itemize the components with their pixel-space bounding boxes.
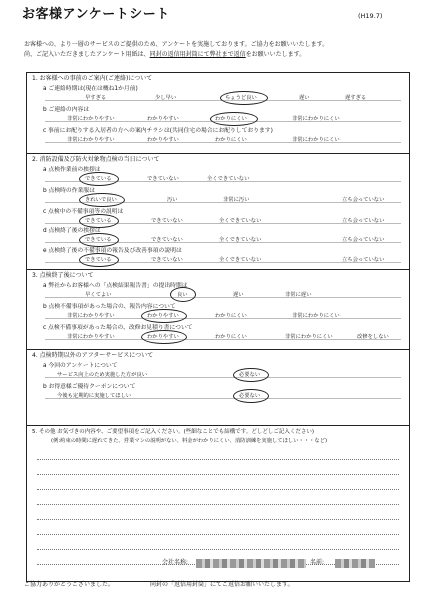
option-3c-1[interactable]: 非常にわかりやすい <box>67 334 115 340</box>
option-1b-2[interactable]: わかりやすい <box>147 116 179 122</box>
question-3b: b 点検不備事項があった場合の、報告内容について <box>43 304 176 310</box>
revision-date: (H19.7) <box>358 12 383 20</box>
option-1c-1[interactable]: 非常にわかりやすい <box>67 137 115 143</box>
comment-line[interactable] <box>37 503 399 505</box>
section-5-heading: 5. その他 お気づきの内容や、ご要望事項をご記入ください。(些細なことでも結構です。どしどしご記入ください) <box>32 429 314 435</box>
option-3a-1[interactable]: 早くてよい <box>85 292 112 298</box>
intro-line-2 <box>24 50 414 60</box>
option-2e-1[interactable]: できている <box>85 257 112 263</box>
answer-circle <box>79 253 119 267</box>
option-2e-4[interactable]: 立ち会っていない <box>342 257 385 263</box>
option-2a-3[interactable]: 全くできていない <box>207 176 250 182</box>
option-2d-2[interactable]: できていない <box>151 237 183 243</box>
option-2a-1[interactable]: できている <box>85 176 112 182</box>
option-3c-3[interactable]: わかりにくい <box>215 334 247 340</box>
section-1-heading: 1. お客様への事前のご案内(ご連絡)について <box>32 75 153 82</box>
question-4b: b お得意様ご優待クーポンについて <box>43 384 136 390</box>
option-1a-3[interactable]: ちょうど良い <box>225 95 257 101</box>
section-1 <box>27 73 409 153</box>
option-3b-2[interactable]: わかりやすい <box>147 313 179 319</box>
option-1c-4[interactable]: 非常にわかりにくい <box>292 137 340 143</box>
option-3b-3[interactable]: わかりにくい <box>215 313 247 319</box>
comment-line[interactable] <box>37 548 399 550</box>
question-2b: b 点検時の作業服は <box>43 188 95 194</box>
section-2-heading: 2. 消防設備及び防火対象物点検の当日について <box>32 156 160 163</box>
option-3b-1[interactable]: 非常にわかりやすい <box>67 313 115 319</box>
comment-line[interactable] <box>37 518 399 520</box>
option-4b-1[interactable]: 今後も定期的に実施してほしい <box>57 393 132 399</box>
option-2d-3[interactable]: 全くできていない <box>219 237 262 243</box>
option-2d-4[interactable]: 立ち会っていない <box>342 237 385 243</box>
option-2e-2[interactable]: できていない <box>151 257 183 263</box>
intro-line-1: お客様への、より一層のサービスのご提供のため、アンケートを実施しております。ご協力をお願いいたします。 <box>24 41 329 48</box>
question-4a: a 今回のアンケートについて <box>43 363 118 369</box>
question-3a: a 弊社からお客様への「点検結果報告書」の提出時期は <box>43 283 188 289</box>
question-2e: e 点検終了後の不備事項の報告及び改善事項の説明は <box>43 248 182 254</box>
person-name-label: 名前: <box>310 559 325 566</box>
option-2b-2[interactable]: 汚い <box>167 197 178 203</box>
option-2d-1[interactable]: できている <box>85 237 112 243</box>
option-2b-1[interactable]: きれいで良い <box>85 197 117 203</box>
redacted-person-name <box>335 559 375 568</box>
option-4a-2[interactable]: 必要ない <box>239 372 261 378</box>
page-title: お客様アンケートシート <box>22 7 170 22</box>
section-5-example: (例:約束の時間に遅れてきた、営業マンの説明がない、料金がわかりにくい、消防訓練を実施してほしい・・・など) <box>51 438 328 444</box>
question-1c: c 事前にお配りする入居者の方への案内チラシは(共同住宅の場合にお配りしております) <box>43 128 273 134</box>
option-4b-2[interactable]: 必要ない <box>239 393 261 399</box>
option-1a-4[interactable]: 遅い <box>299 95 310 101</box>
answer-circle <box>141 309 187 323</box>
option-1a-2[interactable]: 少し早い <box>155 95 177 101</box>
option-3c-2[interactable]: わかりやすい <box>147 334 179 340</box>
answer-circle <box>170 287 196 302</box>
answer-circle <box>79 214 119 228</box>
comment-line[interactable] <box>37 488 399 490</box>
answer-circle <box>233 389 269 403</box>
intro-line-2a: 尚、ご記入いただきましたアンケート用紙は、 <box>24 51 150 58</box>
question-1a: a ご連絡時期は(現在は概ね1か月前) <box>43 86 138 92</box>
section-3-heading: 3. 点検終了後について <box>32 272 94 279</box>
answer-circle <box>141 330 187 344</box>
comment-line[interactable] <box>37 458 399 460</box>
question-2c: c 点検中の不備事項等の説明は <box>43 209 124 215</box>
option-1c-3[interactable]: わかりにくい <box>215 137 247 143</box>
answer-circle <box>233 368 269 382</box>
section-4-heading: 4. 点検時期以外のアフターサービスについて <box>32 352 154 359</box>
option-2c-4[interactable]: 立ち会っていない <box>342 218 385 224</box>
option-3a-4[interactable]: 非常に遅い <box>285 292 312 298</box>
option-1b-1[interactable]: 非常にわかりやすい <box>67 116 115 122</box>
question-3c: c 点検不備事項があった場合の、改修お見積り書について <box>43 325 193 331</box>
option-3a-2[interactable]: 良い <box>177 292 188 298</box>
thanks-text: ご協力ありがとうございました。 <box>24 581 115 588</box>
option-1b-3[interactable]: わかりにくい <box>215 116 247 122</box>
answer-circle <box>220 91 268 105</box>
option-2b-4[interactable]: 立ち会っていない <box>342 197 385 203</box>
question-2a: a 点検作業前の挨拶は <box>43 167 101 173</box>
option-2e-3[interactable]: 全くできていない <box>219 257 262 263</box>
answer-circle <box>79 193 125 207</box>
answer-circle <box>210 112 258 126</box>
survey-frame <box>26 72 410 582</box>
intro-line-2c: をお願いいたします。 <box>245 51 306 58</box>
option-2c-2[interactable]: できていない <box>151 218 183 224</box>
option-4a-1[interactable]: サービス向上のため実施した方が良い <box>57 372 148 378</box>
option-1b-4[interactable]: 非常にわかりにくい <box>292 116 340 122</box>
option-3b-4[interactable]: 非常にわかりにくい <box>292 313 340 319</box>
option-2b-3[interactable]: 非常に汚い <box>223 197 250 203</box>
redacted-company-name <box>196 559 306 568</box>
comment-line[interactable] <box>37 533 399 535</box>
intro-text <box>24 40 414 60</box>
option-3a-3[interactable]: 遅い <box>233 292 244 298</box>
answer-circle <box>79 172 119 186</box>
option-2c-3[interactable]: 全くできていない <box>219 218 262 224</box>
option-1a-5[interactable]: 遅すぎる <box>345 95 367 101</box>
option-1c-2[interactable]: わかりやすい <box>147 137 179 143</box>
option-2a-2[interactable]: できていない <box>147 176 179 182</box>
option-3c-4[interactable]: 非常にわかりにくい <box>285 334 333 340</box>
return-note: 同封の「返信用封筒」にてご返信お願いいたします。 <box>150 581 294 588</box>
intro-return-instruction: 同封の返信用封筒にて弊社まで返信 <box>149 51 246 58</box>
question-1b: b ご連絡の内容は <box>43 107 90 113</box>
option-1a-1[interactable]: 早すぎる <box>85 95 107 101</box>
answer-circle <box>79 233 119 247</box>
comment-line[interactable] <box>37 473 399 475</box>
section-3 <box>27 269 409 349</box>
section-4 <box>27 349 409 425</box>
option-2c-1[interactable]: できている <box>85 218 112 224</box>
question-2d: d 点検終了後の挨拶は <box>43 228 101 234</box>
section-2 <box>27 153 409 269</box>
company-name-label: 会社名称: <box>162 559 189 566</box>
option-3c-5[interactable]: 改修をしない <box>357 334 389 340</box>
